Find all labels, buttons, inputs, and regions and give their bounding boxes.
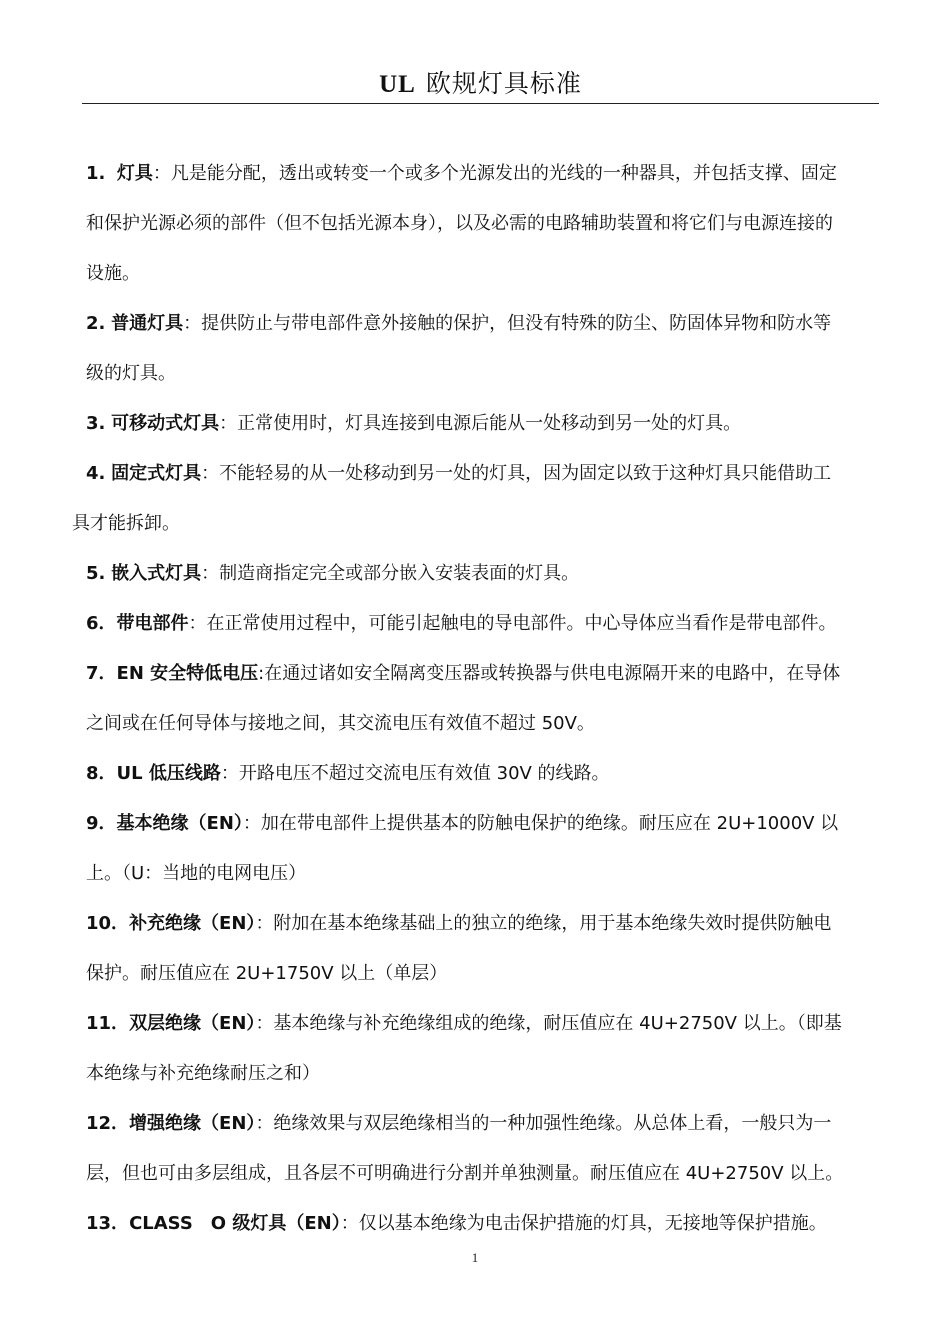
definition-line [86, 800, 838, 848]
definition-text: ：在正常使用过程中，可能引起触电的导电部件。中心导体应当看作是带电部件。 [188, 613, 837, 634]
definition-term: 嵌入式灯具 [111, 563, 202, 584]
definition-term: CLASS O 级灯具（EN） [129, 1213, 341, 1234]
definition-text: 设施。 [86, 263, 140, 284]
definition-term: EN 安全特低电压 [116, 663, 259, 684]
definition-number: 8． [86, 763, 117, 784]
definition-number: 3. [86, 413, 106, 434]
definition-line [86, 550, 579, 598]
definition-line [72, 500, 180, 548]
definition-text: 和保护光源必须的部件（但不包括光源本身），以及必需的电路辅助装置和将它们与电源连接的 [86, 213, 833, 234]
definition-line [86, 400, 741, 448]
definition-text: ：附加在基本绝缘基础上的独立的绝缘，用于基本绝缘失效时提供防触电 [255, 913, 832, 934]
definition-number: 2. [86, 313, 106, 334]
definition-number: 12． [86, 1113, 130, 1134]
definition-text: ：制造商指定完全或部分嵌入安装表面的灯具。 [201, 563, 580, 584]
definition-line [86, 1000, 842, 1048]
definition-line [86, 450, 831, 498]
definition-text: 保护。耐压值应在 2U+1750V 以上（单层） [86, 963, 448, 984]
definition-line [86, 1200, 827, 1248]
definition-text: ：仅以基本绝缘为电击保护措施的灯具，无接地等保护措施。 [340, 1213, 827, 1234]
definition-term: 可移动式灯具 [111, 413, 220, 434]
definition-text: ：基本绝缘与补充绝缘组成的绝缘，耐压值应在 4U+2750V 以上。（即基 [255, 1013, 842, 1034]
definition-number: 7． [86, 663, 117, 684]
definition-number: 10． [86, 913, 130, 934]
definition-line [86, 650, 840, 698]
definition-line [86, 1150, 843, 1198]
definition-number: 1. [86, 163, 106, 184]
definition-term: 增强绝缘（EN） [129, 1113, 256, 1134]
definition-text: ：正常使用时，灯具连接到电源后能从一处移动到另一处的灯具。 [219, 413, 742, 434]
title-prefix: UL [379, 71, 416, 98]
definition-line [86, 1100, 831, 1148]
definition-number: 6． [86, 613, 117, 634]
definition-text: 上。（U：当地的电网电压） [86, 863, 307, 884]
definition-text: 层，但也可由多层组成，且各层不可明确进行分割并单独测量。耐压值应在 4U+2750V 以上。 [86, 1163, 844, 1184]
definition-line [86, 900, 831, 948]
definition-line [86, 700, 595, 748]
definition-text: ：凡是能分配，透出或转变一个或多个光源发出的光线的一种器具，并包括支撑、固定 [152, 163, 837, 184]
definition-number: 11． [86, 1013, 130, 1034]
page-number: 1 [471, 1250, 479, 1265]
definition-line [86, 600, 837, 648]
definition-number: 9． [86, 813, 117, 834]
definition-term: 带电部件 [116, 613, 189, 634]
definition-text: ：提供防止与带电部件意外接触的保护，但没有特殊的防尘、防固体异物和防水等 [183, 313, 832, 334]
definition-line [86, 250, 140, 298]
definition-line [86, 350, 176, 398]
definition-text: ：加在带电部件上提供基本的防触电保护的绝缘。耐压应在 2U+1000V 以 [242, 813, 839, 834]
definition-term: UL 低压线路 [116, 763, 221, 784]
definition-line [86, 300, 831, 348]
definition-term: 基本绝缘（EN） [116, 813, 243, 834]
definition-term: 灯具 [116, 163, 153, 184]
definition-term: 双层绝缘（EN） [129, 1013, 256, 1034]
definition-text: :在通过诸如安全隔离变压器或转换器与供电电源隔开来的电路中，在导体 [258, 663, 841, 684]
definition-text: 本绝缘与补充绝缘耐压之和） [86, 1063, 320, 1084]
title-text: 欧规灯具标准 [425, 69, 582, 98]
definition-term: 普通灯具 [111, 313, 184, 334]
definition-line [86, 200, 833, 248]
definition-text: ：不能轻易的从一处移动到另一处的灯具，因为固定以致于这种灯具只能借助工 [201, 463, 832, 484]
definition-line [86, 950, 447, 998]
definition-text: ：绝缘效果与双层绝缘相当的一种加强性绝缘。从总体上看，一般只为一 [255, 1113, 832, 1134]
definition-text: 之间或在任何导体与接地之间，其交流电压有效值不超过 50V。 [86, 713, 595, 734]
definition-line [86, 750, 610, 798]
definition-number: 5. [86, 563, 106, 584]
page-title [379, 64, 582, 100]
definition-text: 具才能拆卸。 [72, 513, 180, 534]
definition-text: ：开路电压不超过交流电压有效值 30V 的线路。 [220, 763, 610, 784]
definition-text: 级的灯具。 [86, 363, 176, 384]
definition-term: 补充绝缘（EN） [129, 913, 256, 934]
definition-line [86, 850, 306, 898]
definition-number: 13． [86, 1213, 130, 1234]
definition-line [86, 1050, 320, 1098]
definition-number: 4. [86, 463, 106, 484]
definition-term: 固定式灯具 [111, 463, 202, 484]
definition-line [86, 150, 837, 198]
page-header [82, 56, 879, 104]
